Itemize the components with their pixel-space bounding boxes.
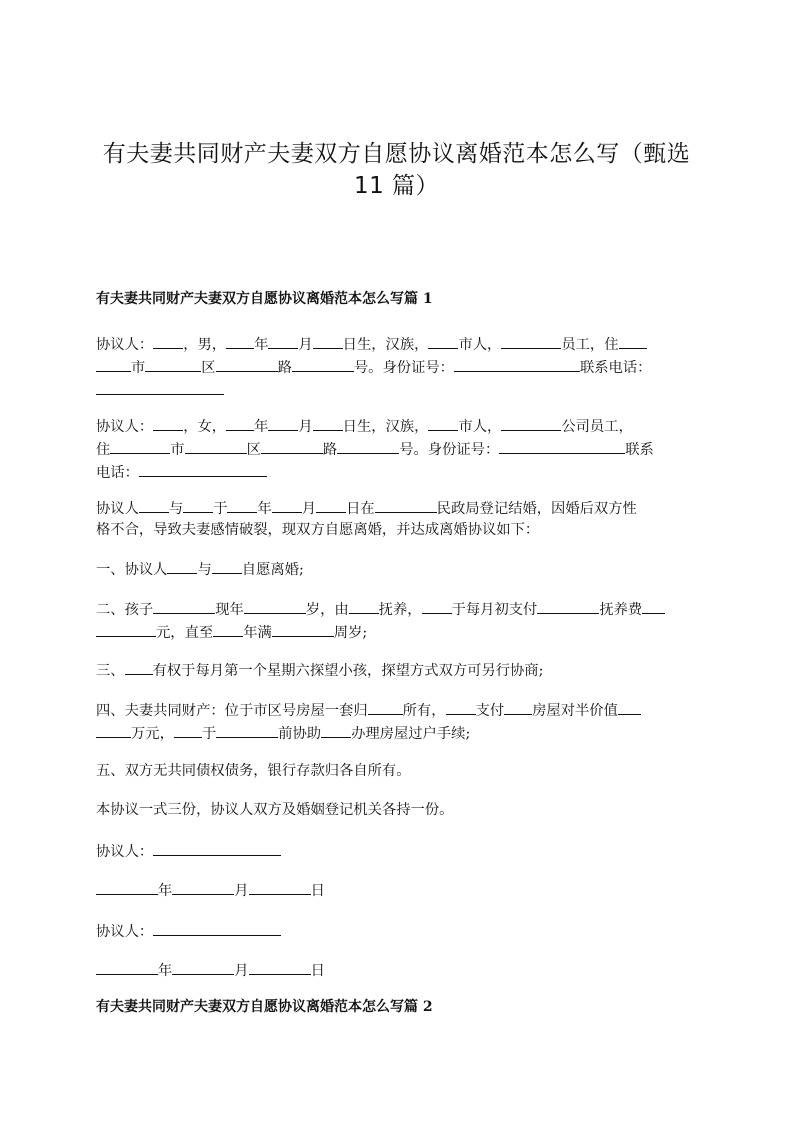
blank-field <box>313 333 343 349</box>
text-span: 市 <box>131 360 146 376</box>
blank-field <box>268 415 298 431</box>
blank-field <box>96 879 158 895</box>
text-span: 与 <box>168 501 184 517</box>
text-span: 年 <box>254 419 269 435</box>
blank-field <box>375 497 437 513</box>
signature-party-1 <box>96 840 696 863</box>
blank-field <box>96 959 158 975</box>
blank-field <box>454 356 580 372</box>
blank-field <box>261 438 323 454</box>
copies-statement <box>96 800 696 821</box>
blank-field <box>226 333 254 349</box>
title-line-1: 有夫妻共同财产夫妻双方自愿协议离婚范本怎么写（甄选 <box>102 141 691 167</box>
text-span: 一、协议人 <box>96 562 168 578</box>
blank-field <box>139 497 169 513</box>
text-span: 年 <box>158 963 173 979</box>
text-span: 所有， <box>402 703 446 719</box>
blank-field <box>145 356 201 372</box>
blank-field <box>272 497 302 513</box>
blank-field <box>125 659 153 675</box>
page-title <box>80 138 713 202</box>
text-span: 日在 <box>346 501 375 517</box>
blank-field <box>244 598 306 614</box>
text-span: 区 <box>246 442 261 458</box>
text-span: 市 <box>170 442 185 458</box>
text-span: 年 <box>254 337 269 353</box>
blank-field <box>216 722 278 738</box>
signature-date-1 <box>96 879 696 902</box>
blank-field <box>167 558 197 574</box>
text-span: 协议人 <box>96 501 139 517</box>
text-span: 月 <box>234 883 249 899</box>
blank-field <box>337 438 399 454</box>
clause-1 <box>96 558 696 581</box>
text-span: 路 <box>277 360 292 376</box>
text-span: 区 <box>201 360 216 376</box>
section-1-heading: 有夫妻共同财产夫妻双方自愿协议离婚范本怎么写篇 1 <box>96 291 433 307</box>
text-span: 自愿离婚; <box>241 562 304 578</box>
section-2-heading: 有夫妻共同财产夫妻双方自愿协议离婚范本怎么写篇 2 <box>96 999 433 1015</box>
text-span: 住 <box>96 442 111 458</box>
blank-field <box>96 621 156 637</box>
clause-5 <box>96 761 696 782</box>
text-span: 联系电话： <box>579 360 652 376</box>
text-span: 日 <box>310 963 325 979</box>
signature-date-2 <box>96 959 696 982</box>
blank-field <box>642 598 665 614</box>
text-span: 四、夫妻共同财产：位于市区号房屋一套归 <box>96 703 368 719</box>
blank-field <box>499 438 625 454</box>
text-span: 协议人： <box>96 337 154 353</box>
signature-blank <box>153 840 281 856</box>
text-span: 与 <box>197 562 212 578</box>
blank-field <box>172 959 234 975</box>
text-span: 市人， <box>458 419 502 435</box>
text-span: 二、孩子 <box>96 602 154 618</box>
text-span: 号。身份证号： <box>353 360 454 376</box>
text-span: 协议人： <box>96 924 154 940</box>
party-male-paragraph <box>96 333 696 402</box>
text-line: 本协议一式三份，协议人双方及婚姻登记机关各持一份。 <box>96 802 454 818</box>
party-female-paragraph <box>96 415 696 484</box>
text-span: 前协助 <box>278 726 322 742</box>
blank-field <box>349 598 379 614</box>
blank-field <box>422 598 452 614</box>
blank-field <box>321 722 351 738</box>
text-line: 五、双方无共同债权债务，银行存款归各自所有。 <box>96 763 411 779</box>
text-span: 有权于每月第一个星期六探望小孩，探望方式双方可另行协商; <box>152 663 544 679</box>
text-span: 现年 <box>215 602 244 618</box>
text-span: 月 <box>234 963 249 979</box>
text-span: ，女， <box>183 419 227 435</box>
blank-field <box>153 415 183 431</box>
text-span: 公司员工， <box>561 419 633 435</box>
blank-field <box>292 356 354 372</box>
text-span: 支付 <box>475 703 505 719</box>
blank-field <box>313 415 343 431</box>
text-span: 周岁; <box>333 625 368 641</box>
blank-field <box>96 722 131 738</box>
text-span: 日生，汉族， <box>342 337 429 353</box>
text-span: 号。身份证号： <box>399 442 500 458</box>
text-span: 联系 <box>625 442 654 458</box>
blank-field <box>174 722 202 738</box>
text-span: 市人， <box>458 337 502 353</box>
clause-2 <box>96 598 696 644</box>
blank-field <box>428 333 458 349</box>
text-span: 万元， <box>131 726 174 742</box>
clause-4 <box>96 699 696 745</box>
text-span: 年 <box>257 501 272 517</box>
blank-field <box>619 333 647 349</box>
text-span: 协议人： <box>96 419 154 435</box>
text-span: 月 <box>301 501 317 517</box>
blank-field <box>501 415 561 431</box>
blank-field <box>618 699 641 715</box>
blank-field <box>96 356 131 372</box>
blank-field <box>446 699 476 715</box>
blank-field <box>139 461 267 477</box>
text-span: 年 <box>158 883 173 899</box>
signature-blank <box>153 920 281 936</box>
text-span: 元，直至 <box>156 625 214 641</box>
text-span: 员工，住 <box>561 337 619 353</box>
blank-field <box>428 415 458 431</box>
text-span: 月 <box>298 337 313 353</box>
text-span: 月 <box>298 419 313 435</box>
text-span: 抚养费 <box>599 602 643 618</box>
text-span: 日 <box>310 883 325 899</box>
blank-field <box>268 333 298 349</box>
text-line: 格不合，导致夫妻感情破裂，现双方自愿离婚，并达成离婚协议如下： <box>96 522 540 538</box>
blank-field <box>249 879 311 895</box>
blank-field <box>249 959 311 975</box>
blank-field <box>504 699 532 715</box>
text-span: 于每月初支付 <box>451 602 538 618</box>
blank-field <box>226 415 254 431</box>
blank-field <box>153 598 215 614</box>
text-span: 岁，由 <box>305 602 349 618</box>
blank-field <box>110 438 170 454</box>
text-span: 路 <box>322 442 338 458</box>
marriage-paragraph <box>96 497 696 541</box>
blank-field <box>316 497 346 513</box>
title-line-2: 11 篇） <box>353 173 440 199</box>
blank-field <box>153 333 183 349</box>
blank-field <box>185 438 247 454</box>
text-span: 年满 <box>243 625 272 641</box>
blank-field <box>368 699 403 715</box>
blank-field <box>227 497 257 513</box>
text-span: 日生，汉族， <box>342 419 429 435</box>
blank-field <box>216 356 278 372</box>
blank-field <box>172 879 234 895</box>
text-span: 于 <box>201 726 217 742</box>
blank-field <box>96 379 224 395</box>
text-span: 电话： <box>96 465 139 481</box>
text-span: 民政局登记结婚，因婚后双方性 <box>436 501 637 517</box>
text-span: 房屋对半价值 <box>532 703 618 719</box>
text-span: 抚养， <box>378 602 422 618</box>
blank-field <box>501 333 561 349</box>
text-span: 三、 <box>96 663 125 679</box>
text-span: 办理房屋过户手续; <box>351 726 471 742</box>
blank-field <box>212 558 242 574</box>
text-span: ，男， <box>183 337 227 353</box>
text-span: 于 <box>213 501 228 517</box>
blank-field <box>183 497 213 513</box>
signature-party-2 <box>96 920 696 943</box>
blank-field <box>537 598 599 614</box>
text-span: 协议人： <box>96 844 154 860</box>
clause-3 <box>96 659 696 682</box>
blank-field <box>272 621 334 637</box>
blank-field <box>213 621 243 637</box>
